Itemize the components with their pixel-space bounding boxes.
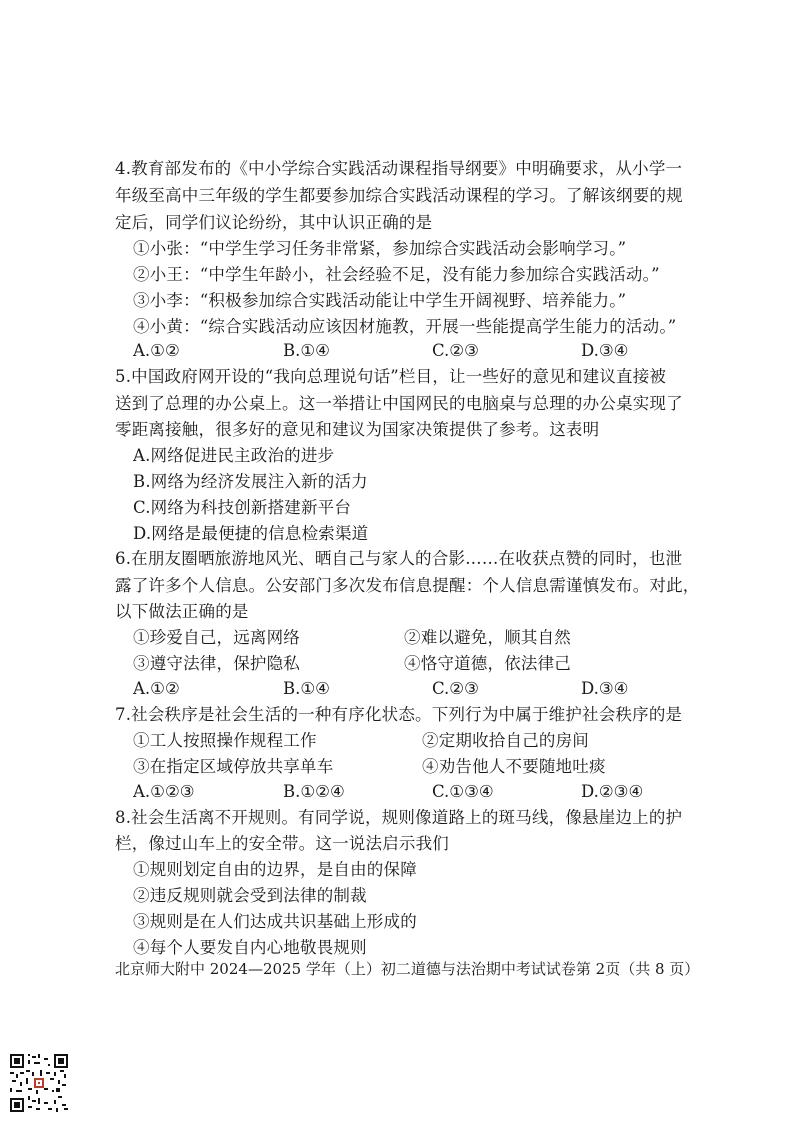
question-4-line-3: 定后，同学们议论纷纷，其中认识正确的是: [115, 213, 433, 232]
question-7-statement-4: ④劝告他人不要随地吐痰: [422, 757, 606, 776]
question-7-choice-b: B.①②④: [283, 782, 345, 801]
question-4-line-1: 4.教育部发布的《中小学综合实践活动课程指导纲要》中明确要求，从小学一: [115, 159, 683, 178]
question-7-choice-c: C.①③④: [432, 782, 494, 801]
question-4-choice-a: A.①②: [133, 341, 180, 360]
question-5-line-2: 送到了总理的办公桌上。这一举措让中国网民的电脑桌与总理的办公桌实现了: [115, 394, 683, 413]
question-4-choice-b: B.①④: [283, 341, 330, 360]
question-8-statement-4: ④每个人要发自内心地敬畏规则: [133, 938, 367, 957]
question-7-statement-2: ②定期收拾自己的房间: [422, 731, 589, 750]
question-6-choice-a: A.①②: [133, 679, 180, 698]
question-5-line-1: 5.中国政府网开设的“我向总理说句话”栏目，让一些好的意见和建议直接被: [115, 367, 667, 386]
question-4-choice-d: D.③④: [581, 341, 629, 360]
question-6-statement-2: ②难以避免，顺其自然: [404, 628, 571, 647]
question-6-statement-4: ④恪守道德，依法律己: [404, 654, 571, 673]
question-8-statement-3: ③规则是在人们达成共识基础上形成的: [133, 912, 417, 931]
question-6-line-3: 以下做法正确的是: [115, 602, 249, 621]
question-6-statement-3: ③遵守法律，保护隐私: [133, 654, 300, 673]
question-4-statement-4: ④小黄：“综合实践活动应该因材施教，开展一些能提高学生能力的活动。”: [133, 317, 677, 336]
question-5-option-a: A.网络促进民主政治的进步: [133, 446, 335, 465]
question-8-statement-1: ①规则划定自由的边界，是自由的保障: [133, 860, 417, 879]
question-7-statement-3: ③在指定区域停放共享单车: [133, 757, 334, 776]
question-6-choice-b: B.①④: [283, 679, 330, 698]
question-8-statement-2: ②违反规则就会受到法律的制裁: [133, 886, 367, 905]
question-5-line-3: 零距离接触，很多好的意见和建议为国家决策提供了参考。这表明: [115, 420, 600, 439]
question-4-statement-3: ③小李：“积极参加综合实践活动能让中学生开阔视野、培养能力。”: [133, 291, 627, 310]
question-6-choice-c: C.②③: [432, 679, 479, 698]
question-4-line-2: 年级至高中三年级的学生都要参加综合实践活动课程的学习。了解该纲要的规: [115, 186, 683, 205]
question-7-statement-1: ①工人按照操作规程工作: [133, 731, 317, 750]
question-6-choice-d: D.③④: [581, 679, 629, 698]
question-5-option-c: C.网络为科技创新搭建新平台: [133, 498, 352, 517]
question-7-choice-d: D.②③④: [581, 782, 644, 801]
qr-code-icon: [10, 1054, 68, 1112]
question-6-line-2: 露了许多个人信息。公安部门多次发布信息提醒：个人信息需谨慎发布。对此，: [115, 576, 700, 595]
question-7-choice-a: A.①②③: [133, 782, 195, 801]
question-6-line-1: 6.在朋友圈晒旅游地风光、晒自己与家人的合影……在收获点赞的同时，也泄: [115, 549, 683, 568]
page-footer: 北京师大附中 2024—2025 学年（上）初二道德与法治期中考试试卷第 2页（共 8 页）: [115, 960, 700, 978]
question-8-line-2: 栏，像过山车上的安全带。这一说法启示我们: [115, 834, 449, 853]
question-6-statement-1: ①珍爱自己，远离网络: [133, 628, 300, 647]
question-4-choice-c: C.②③: [432, 341, 479, 360]
question-5-option-d: D.网络是最便捷的信息检索渠道: [133, 524, 369, 543]
question-4-statement-2: ②小王：“中学生年龄小，社会经验不足，没有能力参加综合实践活动。”: [133, 265, 660, 284]
question-5-option-b: B.网络为经济发展注入新的活力: [133, 472, 368, 491]
question-7-line-1: 7.社会秩序是社会生活的一种有序化状态。下列行为中属于维护社会秩序的是: [115, 705, 683, 724]
question-8-line-1: 8.社会生活离不开规则。有同学说，规则像道路上的斑马线，像悬崖边上的护: [115, 808, 683, 827]
question-4-statement-1: ①小张：“中学生学习任务非常紧，参加综合实践活动会影响学习。”: [133, 239, 627, 258]
